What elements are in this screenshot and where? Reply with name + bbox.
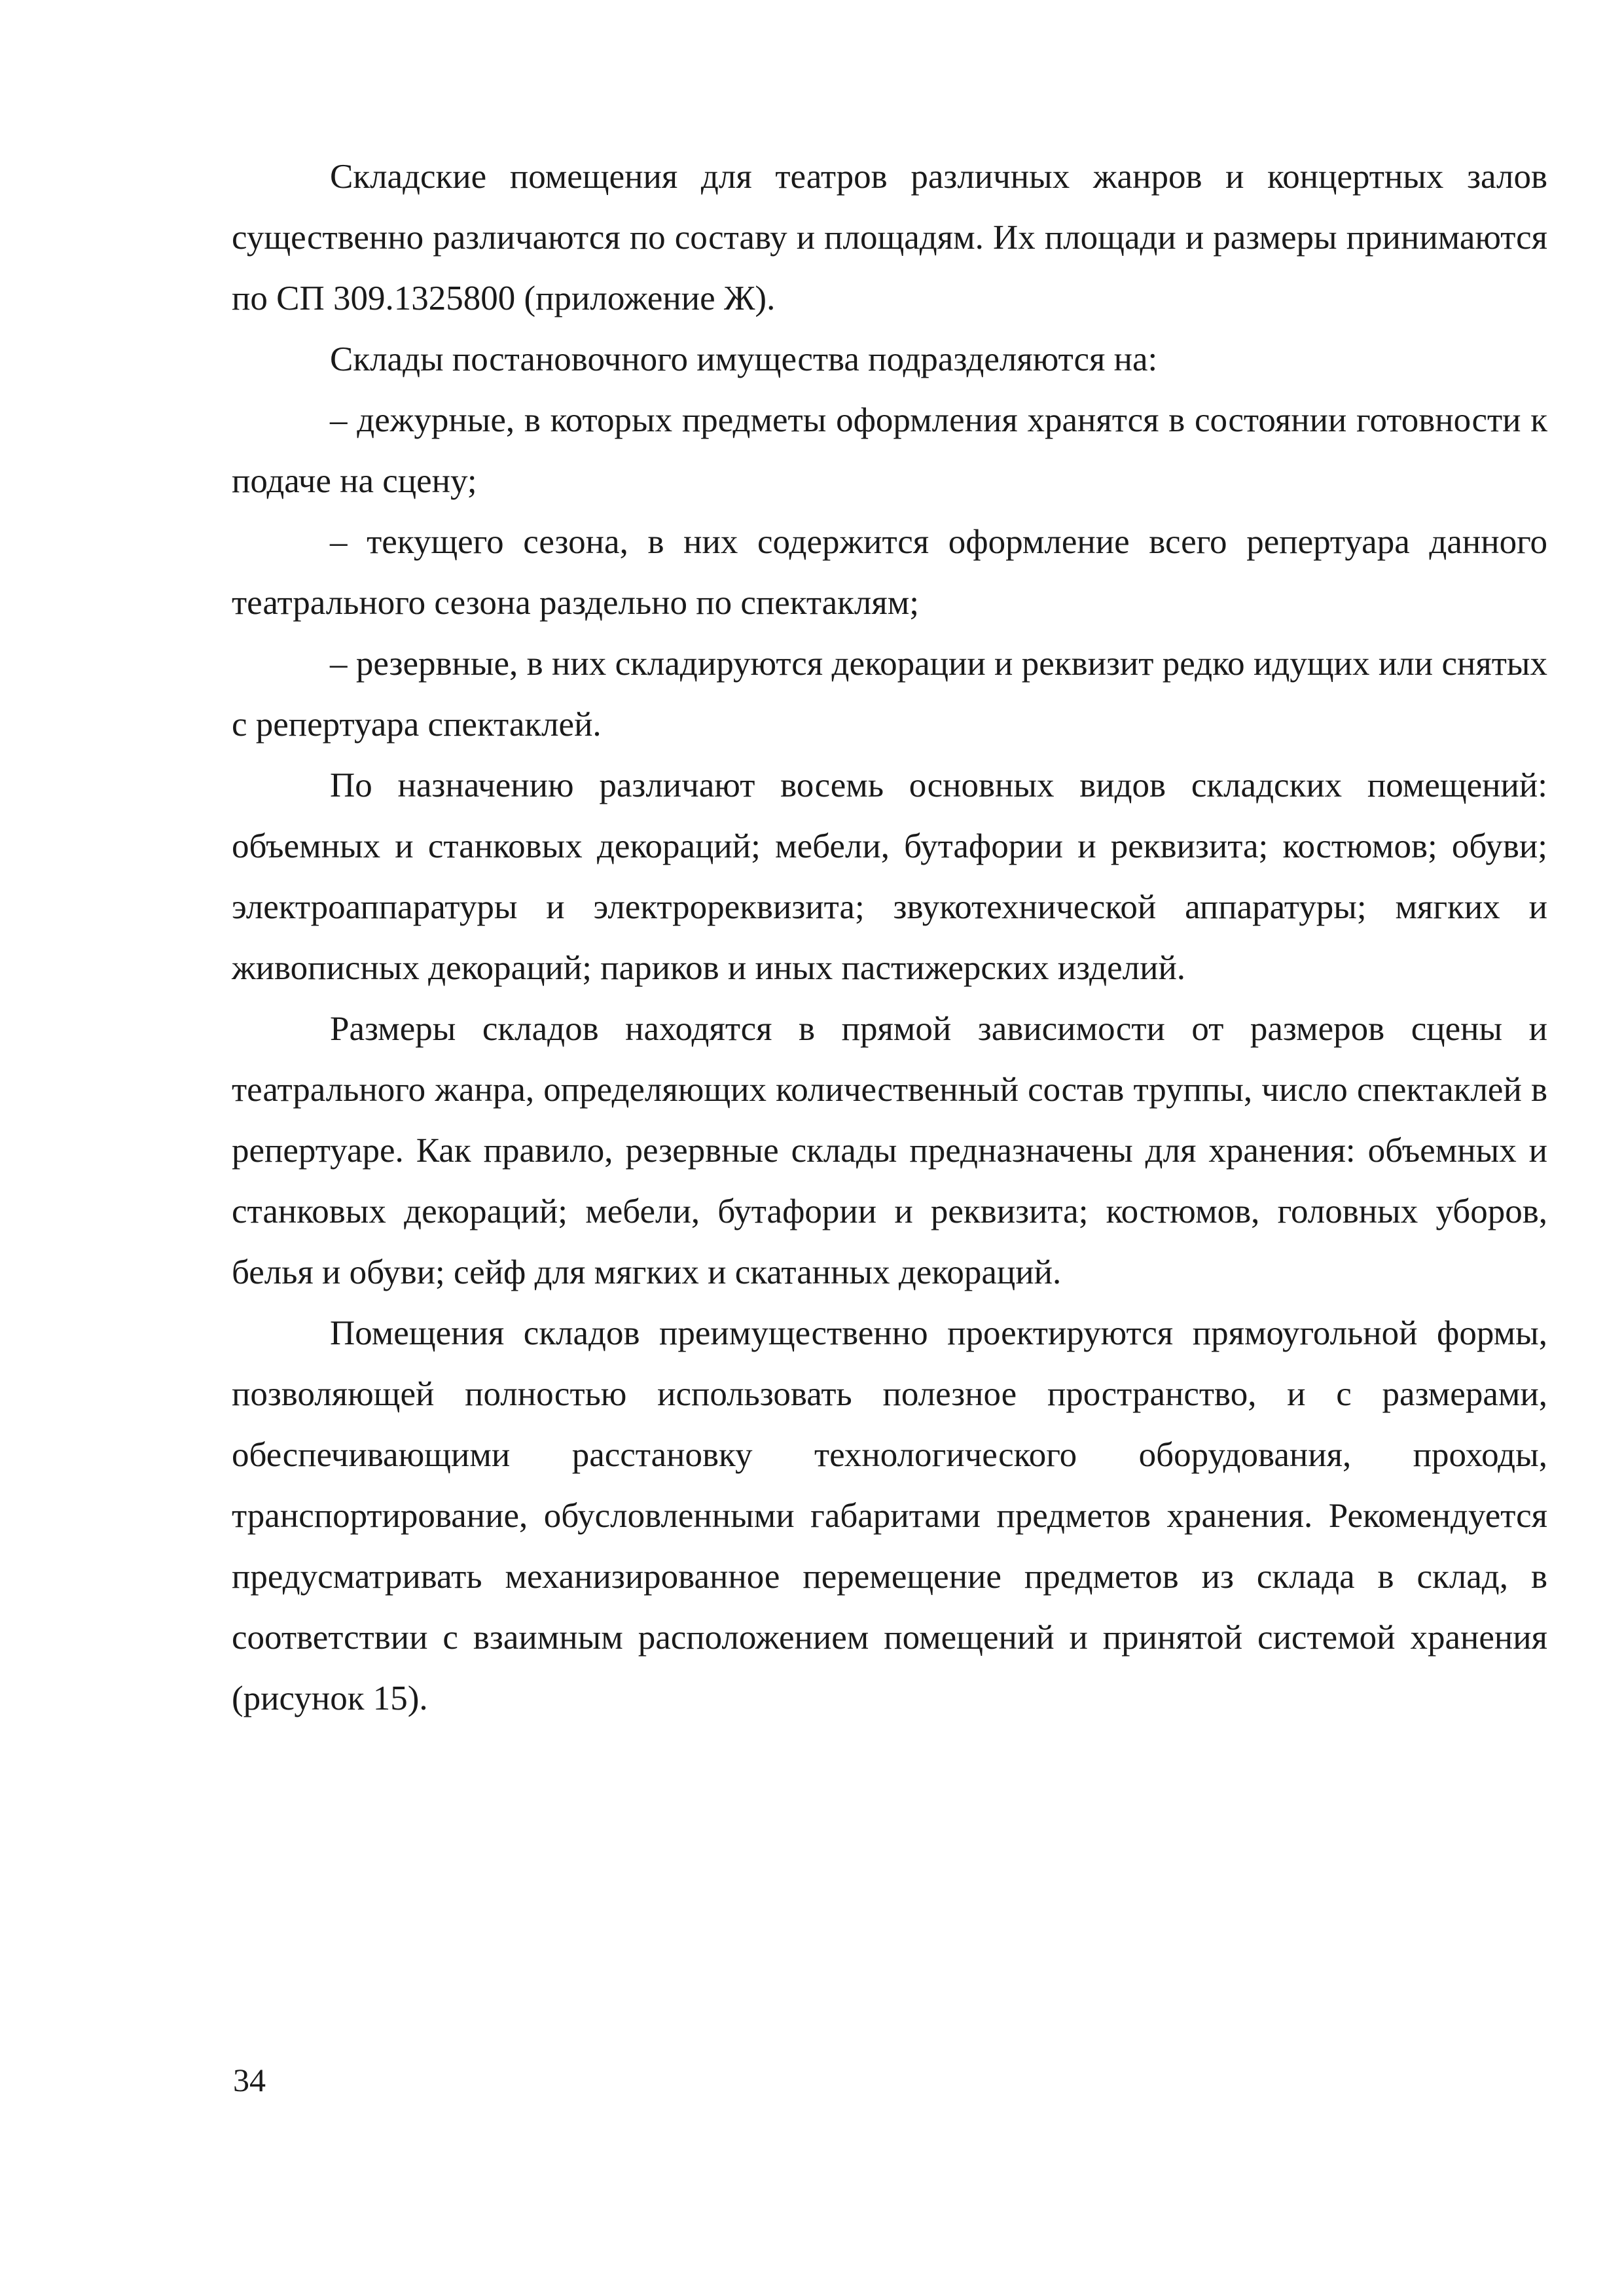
list-item-duty: – дежурные, в которых предметы оформления хранятся в состоянии готовности к подаче на сцену; [232,401,1547,500]
list-item-reserve: – резервные, в них складируются декорации и реквизит редко идущих или снятых с репертуара спектаклей. [232,645,1547,744]
paragraph-purpose-types: По назначению различают восемь основных видов складских помещений: объемных и станковых декораций; мебели, бутафории и реквизита; костюмов; обуви; электроаппаратуры и электрореквизита; звукотехнической аппаратуры; мягких и живописных декораций; париков и иных пастижерских изделий. [232,766,1547,987]
paragraph-warehouse-types-heading: Склады постановочного имущества подразделяются на: [330,340,1158,378]
paragraph-storage-intro: Складские помещения для театров различных жанров и концертных залов существенно различаются по составу и площадям. Их площади и размеры принимаются по СП 309.1325800 (приложение Ж). [232,158,1547,317]
paragraph-room-design: Помещения складов преимущественно проектируются прямоугольной формы, позволяющей полностью использовать полезное пространство, и с размерами, обеспечивающими расстановку технологического оборудования, проходы, транспортирование, обусловленными габаритами предметов хранения. Рекомендуется предусматривать механизированное перемещение предметов из склада в склад, в соответствии с взаимным расположением помещений и принятой системой хранения (рисунок 15). [232,1314,1547,1717]
page-number: 34 [233,2062,266,2098]
body-text [232,147,1547,1729]
list-item-current-season: – текущего сезона, в них содержится оформление всего репертуара данного театрального сезона раздельно по спектаклям; [232,523,1547,622]
paragraph-warehouse-sizes: Размеры складов находятся в прямой зависимости от размеров сцены и театрального жанра, определяющих количественный состав труппы, число спектаклей в репертуаре. Как правило, резервные склады предназначены для хранения: объемных и станковых декораций; мебели, бутафории и реквизита; костюмов, головных уборов, белья и обуви; сейф для мягких и скатанных декораций. [232,1010,1547,1291]
